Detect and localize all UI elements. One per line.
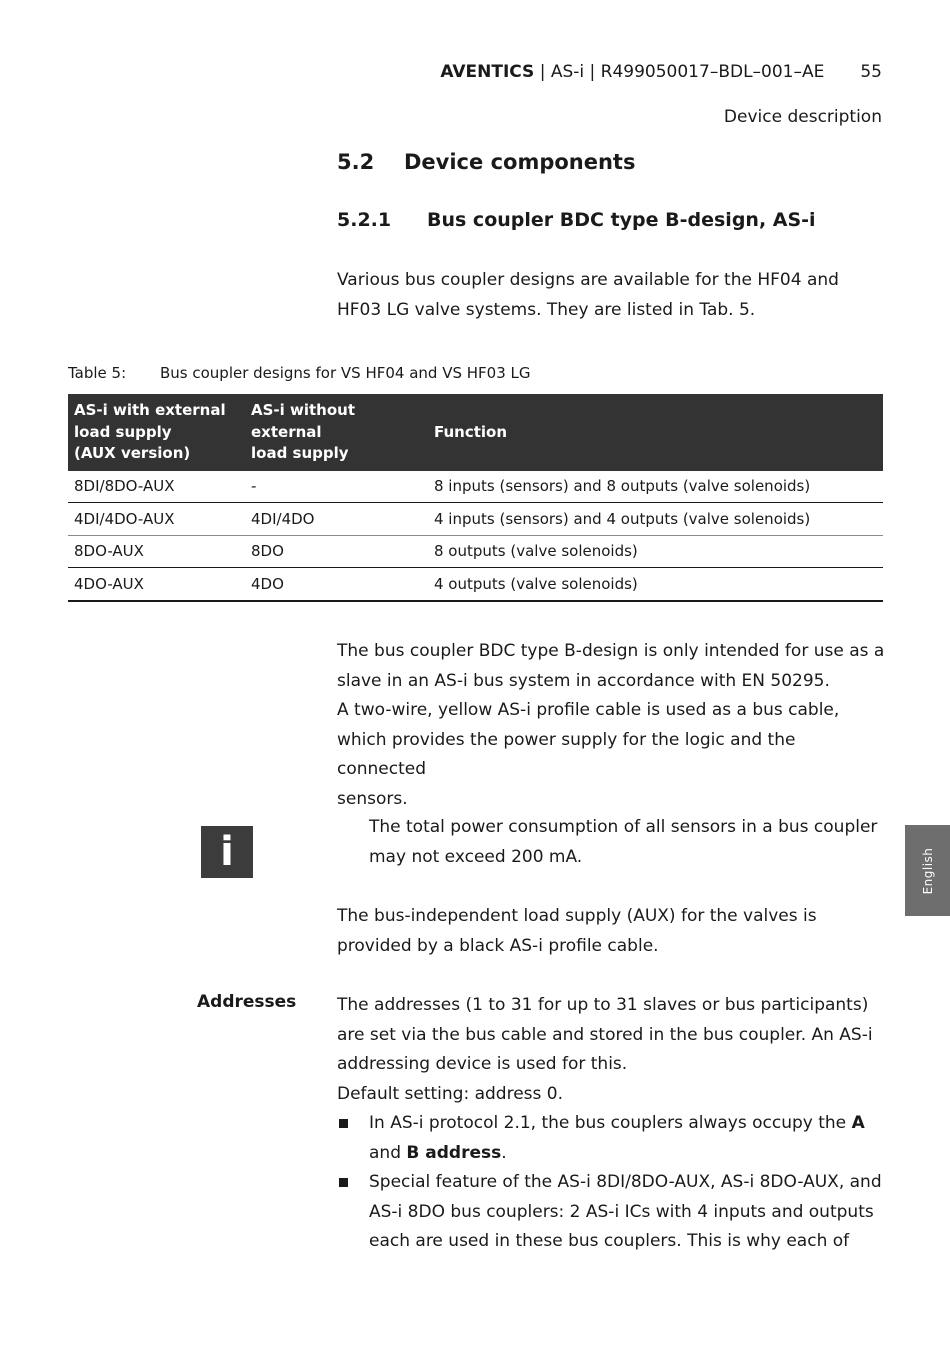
text-line: A two-wire, yellow AS-i profile cable is used as a bus cable, xyxy=(337,700,840,721)
text-line: may not exceed 200 mA. xyxy=(369,846,583,867)
table-cell: 4 inputs (sensors) and 4 outputs (valve solenoids) xyxy=(428,503,883,536)
text-line: are set via the bus cable and stored in the bus coupler. An AS-i xyxy=(337,1024,873,1045)
language-tab-label: English xyxy=(920,847,935,894)
info-icon: i xyxy=(201,826,253,878)
column-header-external-supply: AS-i with external load supply (AUX version) xyxy=(68,394,245,471)
table-cell: 8DO-AUX xyxy=(68,535,245,568)
text-line: The addresses (1 to 31 for up to 31 slaves or bus participants) xyxy=(337,995,869,1015)
document-reference: | AS-i | R499050017–BDL–001–AE xyxy=(534,62,825,82)
text-line: addressing device is used for this. xyxy=(337,1054,628,1075)
body-paragraph xyxy=(337,902,885,961)
body-paragraph xyxy=(337,637,885,815)
table-row xyxy=(68,471,883,503)
text-line: The total power consumption of all sensors in a bus coupler xyxy=(369,817,878,837)
intro-paragraph xyxy=(337,266,885,325)
table-cell: 8DO xyxy=(245,535,428,568)
table-cell: 4DO-AUX xyxy=(68,568,245,601)
table-cell: 8DI/8DO-AUX xyxy=(68,471,245,503)
table-cell: 4DO xyxy=(245,568,428,601)
addresses-heading: Addresses xyxy=(197,992,297,1012)
page-number: 55 xyxy=(860,62,882,82)
table-cell: - xyxy=(245,471,428,503)
section-title: Device components xyxy=(404,150,636,174)
brand-name: AVENTICS xyxy=(440,62,535,82)
table-caption xyxy=(68,364,531,382)
language-tab xyxy=(905,825,950,916)
table-row xyxy=(68,568,883,601)
table-cell: 8 outputs (valve solenoids) xyxy=(428,535,883,568)
column-header-without-external-supply: AS-i without external load supply xyxy=(245,394,428,471)
text-line: sensors. xyxy=(337,788,408,809)
section-number: 5.2 xyxy=(337,150,375,174)
text-line: The bus coupler BDC type B-design is only intended for use as a xyxy=(337,641,885,661)
text-line: The bus-independent load supply (AUX) for the valves is xyxy=(337,906,817,926)
text-line: slave in an AS-i bus system in accordance with EN 50295. xyxy=(337,670,830,691)
subsection-title: Bus coupler BDC type B-design, AS-i xyxy=(427,209,816,231)
text-line: Default setting: address 0. xyxy=(337,1083,563,1104)
section-heading xyxy=(337,150,635,174)
bullet-square-icon xyxy=(339,1178,348,1187)
list-item: Special feature of the AS-i 8DI/8DO-AUX, AS-i 8DO-AUX, and AS-i 8DO bus couplers: 2 AS-i ICs with 4 inputs and outputs each are used in these bus couplers. This is why each of xyxy=(337,1168,885,1257)
table-cell: 4 outputs (valve solenoids) xyxy=(428,568,883,601)
text-line: HF03 LG valve systems. They are listed in Tab. 5. xyxy=(337,299,756,320)
table-caption-label: Table 5: xyxy=(68,364,127,382)
table-row xyxy=(68,535,883,568)
text-line: provided by a black AS-i profile cable. xyxy=(337,935,659,956)
table-row xyxy=(68,503,883,536)
bullet-square-icon xyxy=(339,1119,348,1128)
table-cell: 4DI/4DO xyxy=(245,503,428,536)
addresses-paragraph xyxy=(337,991,885,1109)
bus-coupler-table xyxy=(68,394,883,602)
info-note-text xyxy=(369,813,889,872)
text-line: which provides the power supply for the logic and the connected xyxy=(337,729,796,780)
table-cell: 8 inputs (sensors) and 8 outputs (valve solenoids) xyxy=(428,471,883,503)
table-cell: 4DI/4DO-AUX xyxy=(68,503,245,536)
text-line: Various bus coupler designs are available for the HF04 and xyxy=(337,270,839,290)
table-header-row xyxy=(68,394,883,471)
list-item: In AS-i protocol 2.1, the bus couplers always occupy the A and B address. xyxy=(337,1109,885,1168)
table-caption-text: Bus coupler designs for VS HF04 and VS HF03 LG xyxy=(160,364,531,382)
column-header-function: Function xyxy=(428,394,883,471)
subsection-number: 5.2.1 xyxy=(337,209,392,231)
chapter-label: Device description xyxy=(723,107,882,127)
addresses-bullet-list xyxy=(337,1109,885,1257)
subsection-heading xyxy=(337,209,816,231)
running-header xyxy=(0,62,882,82)
